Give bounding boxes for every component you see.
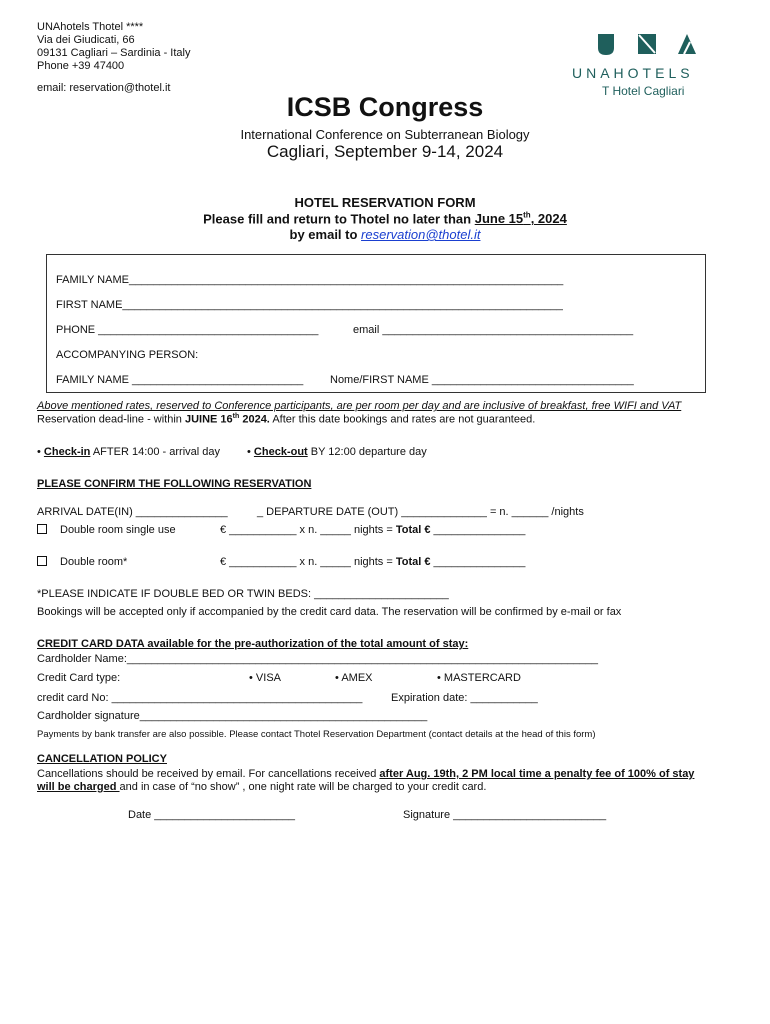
hotel-address: [37, 21, 190, 73]
credit-card-heading: CREDIT CARD DATA available for the pre-authorization of the total amount of stay:: [37, 638, 469, 650]
deadline-sup: th: [523, 211, 531, 220]
cancellation-text: Cancellations should be received by email. For cancellations received: [37, 768, 380, 780]
cancellation-line-1: [37, 768, 694, 780]
arrival-date-field[interactable]: ARRIVAL DATE(IN) _______________: [37, 506, 228, 518]
address-line: 09131 Cagliari – Sardinia - Italy: [37, 47, 191, 59]
event-subtitle: International Conference on Subterranean Biology: [240, 127, 530, 142]
checkin-label: Check-in: [43, 446, 91, 458]
email-field[interactable]: email _________________________________________: [353, 324, 634, 336]
phone-field[interactable]: PHONE ____________________________________: [56, 324, 319, 336]
cardholder-signature-field[interactable]: Cardholder signature_______________________________________________: [37, 710, 428, 722]
date-field[interactable]: Date _______________________: [128, 809, 295, 821]
card-option-amex[interactable]: [335, 672, 373, 684]
room-price: € ___________ x n. _____ nights =: [220, 556, 396, 568]
card-option-label: AMEX: [341, 672, 373, 684]
deadline-note-suffix: After this date bookings and rates are not guaranteed.: [269, 413, 536, 426]
room-option-single-use: [37, 524, 47, 536]
bullet: •: [335, 672, 339, 684]
logo-brand: UNAHOTELS: [572, 65, 694, 81]
event-place-date: Cagliari, September 9-14, 2024: [266, 142, 504, 161]
deadline-date-text: June 15: [474, 211, 524, 227]
deadline-note-sup: th: [232, 413, 240, 420]
acc-first-name-field[interactable]: Nome/FIRST NAME _________________________________: [330, 374, 634, 386]
deadline-year: , 2024: [530, 211, 567, 227]
acc-family-name-field[interactable]: FAMILY NAME ____________________________: [56, 374, 304, 386]
hotel-email: email: reservation@thotel.it: [37, 82, 171, 94]
email-prefix: by email to: [289, 227, 362, 242]
confirm-heading: PLEASE CONFIRM THE FOLLOWING RESERVATION: [37, 478, 312, 490]
family-name-field[interactable]: FAMILY NAME_______________________________________________________________________: [56, 274, 564, 286]
card-option-mastercard[interactable]: [437, 672, 521, 684]
cardholder-name-field[interactable]: Cardholder Name:_____________________________________________________________________________: [37, 653, 598, 665]
deadline-note: [37, 413, 535, 426]
address-line: UNAhotels Thotel ****: [37, 21, 144, 33]
bookings-note: Bookings will be accepted only if accompanied by the credit card data. The reservation will be confirmed by e-mail or fax: [37, 606, 622, 618]
cancellation-line-2: [37, 781, 486, 793]
room-total-label: Total €: [395, 556, 431, 568]
room-price: € ___________ x n. _____ nights =: [220, 524, 396, 536]
room-total-line: _______________: [430, 556, 526, 568]
deadline-note-prefix: Reservation dead-line - within: [37, 413, 185, 426]
cancellation-penalty: after Aug. 19th, 2 PM local time a penalty fee of 100% of stay: [379, 768, 695, 780]
room-total-line: _______________: [430, 524, 526, 536]
cancellation-penalty-cont: will be charged: [37, 781, 120, 793]
guest-details-box: [46, 254, 706, 393]
bullet: •: [247, 446, 251, 458]
checkout-info: [247, 446, 427, 458]
room-total-label: Total €: [395, 524, 431, 536]
card-number-field[interactable]: credit card No: _________________________________________: [37, 692, 363, 704]
card-option-visa[interactable]: [249, 672, 281, 684]
room-name: Double room single use: [60, 524, 176, 536]
card-option-label: VISA: [255, 672, 281, 684]
form-email-line: [0, 227, 770, 242]
room-name: Double room*: [60, 556, 128, 568]
address-line: Phone +39 47400: [37, 60, 125, 72]
cancellation-no-show: and in case of “no show” , one night rate will be charged to your credit card.: [119, 781, 487, 793]
deadline-prefix: Please fill and return to Thotel no later than: [203, 211, 475, 227]
deadline-note-year: 2024.: [239, 413, 270, 426]
accompanying-label: ACCOMPANYING PERSON:: [56, 349, 199, 361]
event-title: ICSB Congress: [286, 92, 484, 122]
bullet: •: [249, 672, 253, 684]
checkbox-single-use[interactable]: [37, 524, 47, 534]
room-option-double: [37, 556, 47, 568]
room-price-field[interactable]: [220, 556, 525, 568]
form-title: HOTEL RESERVATION FORM: [294, 195, 476, 210]
logo-subtitle: T Hotel Cagliari: [602, 84, 685, 98]
first-name-field[interactable]: FIRST NAME________________________________________________________________________: [56, 299, 563, 311]
checkin-text: AFTER 14:00 - arrival day: [90, 446, 220, 458]
card-type-label: Credit Card type:: [37, 672, 121, 684]
departure-date-field[interactable]: _ DEPARTURE DATE (OUT) ______________ = n. ______ /nights: [257, 506, 584, 518]
card-option-label: MASTERCARD: [443, 672, 521, 684]
checkout-label: Check-out: [253, 446, 308, 458]
deadline-note-date: JUINE 16: [184, 413, 233, 426]
form-deadline-line: [0, 211, 770, 226]
deadline-date: [475, 211, 567, 226]
signature-field[interactable]: Signature _________________________: [403, 809, 607, 821]
rates-note: Above mentioned rates, reserved to Conference participants, are per room per day and are inclusive of breakfast, free WIFI and VAT: [37, 400, 682, 412]
room-price-field[interactable]: [220, 524, 525, 536]
reservation-email-link[interactable]: reservation@thotel.it: [361, 227, 481, 242]
checkbox-double-room[interactable]: [37, 556, 47, 566]
cancellation-heading: CANCELLATION POLICY: [37, 753, 167, 765]
logo-icon: [596, 32, 706, 58]
bullet: •: [37, 446, 41, 458]
bank-transfer-note: Payments by bank transfer are also possible. Please contact Thotel Reservation Department (contact details at the head of this form): [37, 729, 596, 740]
checkout-text: BY 12:00 departure day: [307, 446, 427, 458]
expiration-date-field[interactable]: Expiration date: ___________: [391, 692, 538, 704]
bullet: •: [437, 672, 441, 684]
checkin-info: [37, 446, 220, 458]
address-line: Via dei Giudicati, 66: [37, 34, 135, 46]
bed-type-field[interactable]: *PLEASE INDICATE IF DOUBLE BED OR TWIN BEDS: ______________________: [37, 588, 449, 600]
